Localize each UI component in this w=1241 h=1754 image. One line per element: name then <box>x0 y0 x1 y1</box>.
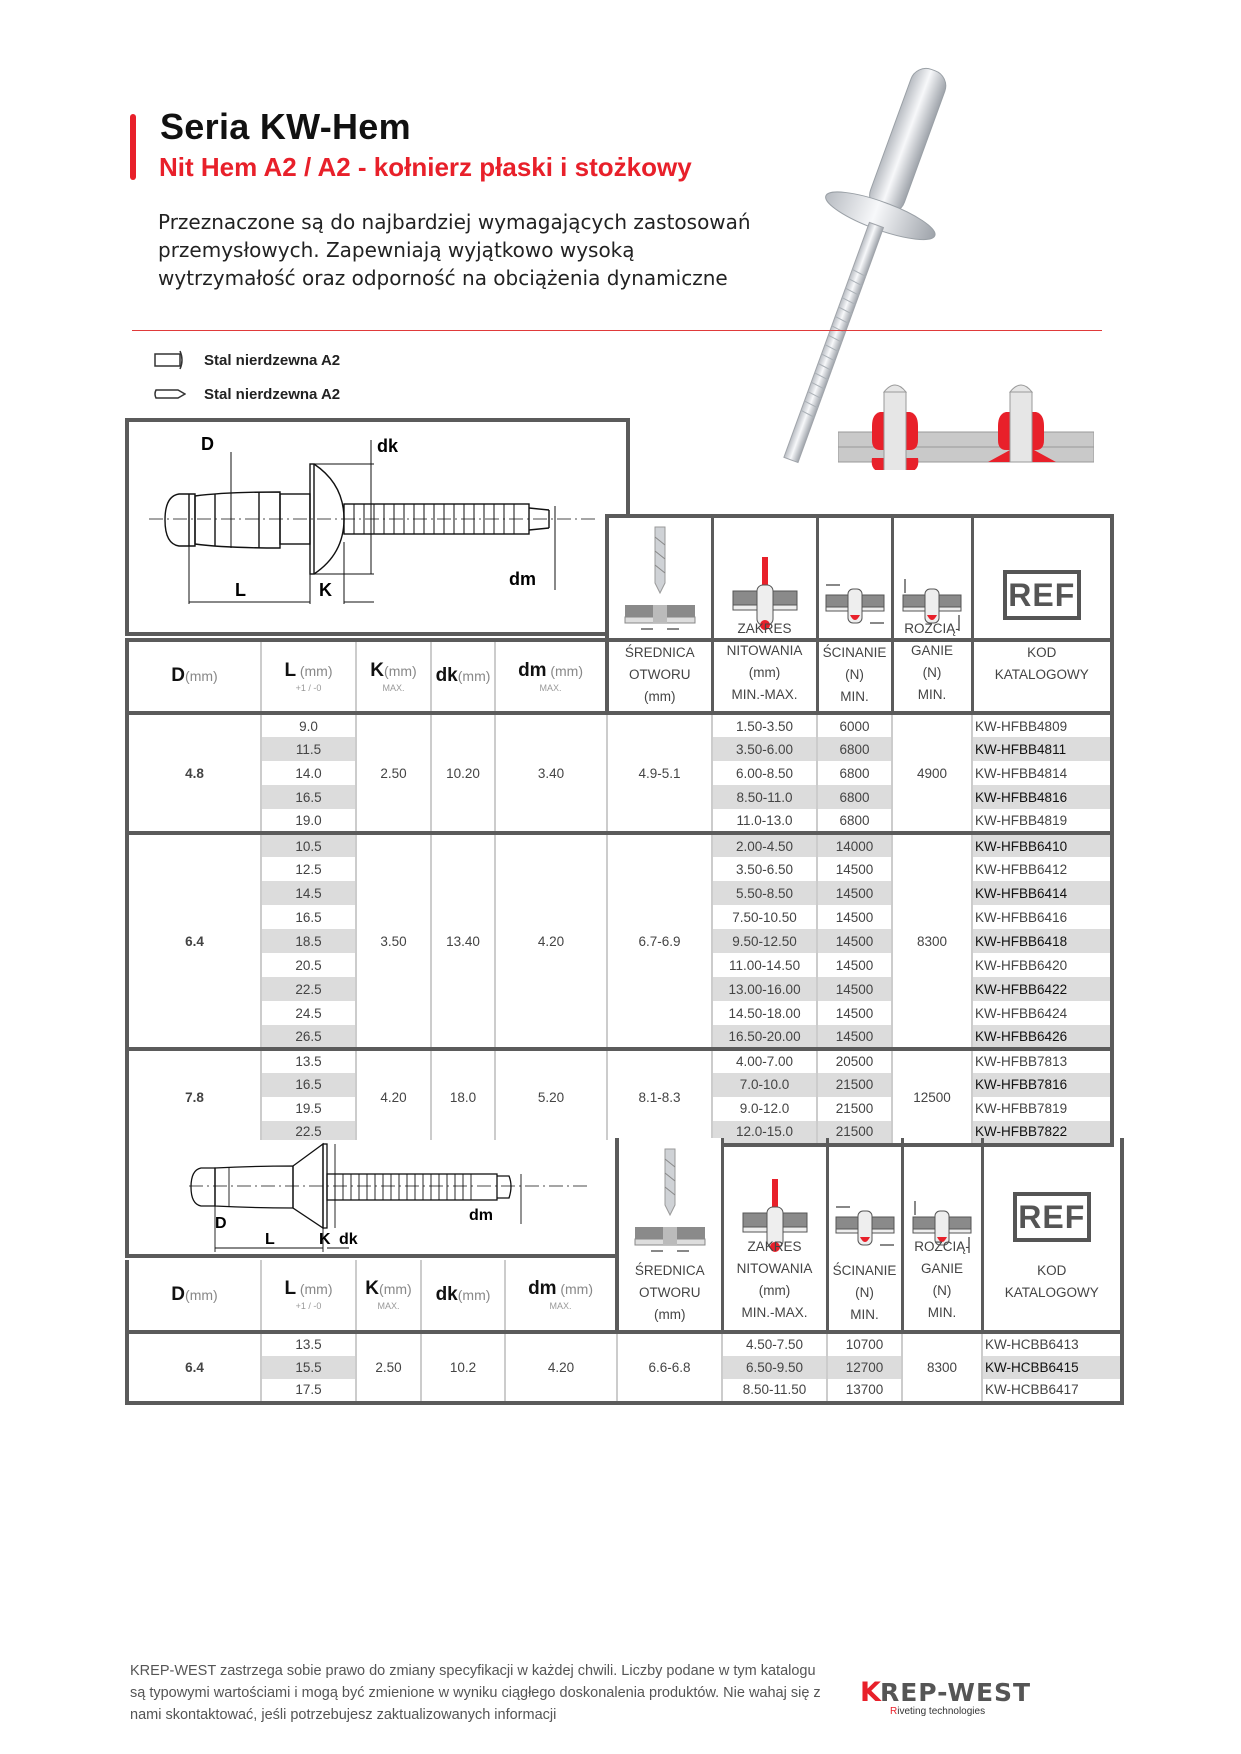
cell-dk: 10.2 <box>421 1332 505 1403</box>
cell-length: 14.0 <box>261 761 356 785</box>
page-subtitle: Nit Hem A2 / A2 - kołnierz płaski i stożkowy <box>159 152 692 182</box>
cell-grip-range: 5.50-8.50 <box>712 881 817 905</box>
cell-diameter: 4.8 <box>127 713 261 833</box>
cell-length: 16.5 <box>261 905 356 929</box>
cell-dm: 4.20 <box>505 1332 617 1403</box>
cell-grip-range: 4.00-7.00 <box>712 1049 817 1073</box>
cell-hole: 6.7-6.9 <box>607 833 712 1049</box>
col-header-D: D(mm) <box>127 640 261 713</box>
cell-catalog-code: KW-HFBB4814 <box>972 761 1112 785</box>
cell-length: 15.5 <box>261 1356 356 1380</box>
cell-dk: 13.40 <box>431 833 495 1049</box>
cell-length: 20.5 <box>261 953 356 977</box>
cell-catalog-code: KW-HFBB6414 <box>972 881 1112 905</box>
cell-shear: 14500 <box>817 857 892 881</box>
table-row <box>127 713 1112 737</box>
col-header-code: KOD KATALOGOWY <box>972 640 1112 713</box>
cell-grip-range: 7.50-10.50 <box>712 905 817 929</box>
cell-length: 19.0 <box>261 809 356 833</box>
col-header-tensile: ROZCIĄ- GANIE (N) MIN. <box>892 640 972 713</box>
cell-shear: 20500 <box>817 1049 892 1073</box>
drill-icon <box>617 525 703 635</box>
cell-catalog-code: KW-HFBB6424 <box>972 1001 1112 1025</box>
table-row <box>127 1332 1122 1356</box>
label-D: D <box>201 434 214 454</box>
hole-diameter-icon-cell <box>607 516 712 640</box>
cell-shear: 12700 <box>827 1356 902 1380</box>
col-header-L: L (mm) +1 / -0 <box>261 640 356 713</box>
cell-shear: 6800 <box>817 785 892 809</box>
cell-length: 14.5 <box>261 881 356 905</box>
material-item-mandrel <box>154 384 340 404</box>
col-header-K: K(mm) MAX. <box>356 1260 421 1332</box>
mandrel-icon <box>154 384 186 404</box>
label-dm: dm <box>469 1207 493 1224</box>
cell-shear: 6800 <box>817 809 892 833</box>
cell-shear: 21500 <box>817 1121 892 1145</box>
label-K: K <box>319 1231 331 1248</box>
product-description: Przeznaczone są do najbardziej wymagających zastosowań przemysłowych. Zapewniają wyjątkowo wysoką wytrzymałość oraz odporność na obciążenia dynamiczne <box>158 210 751 290</box>
cell-grip-range: 8.50-11.0 <box>712 785 817 809</box>
cell-grip-range: 14.50-18.00 <box>712 1001 817 1025</box>
label-L: L <box>235 580 246 600</box>
cell-length: 12.5 <box>261 857 356 881</box>
material-label: Stal nierdzewna A2 <box>204 385 341 403</box>
cell-tensile: 8300 <box>902 1332 982 1403</box>
shear-icon-cell <box>827 1138 902 1260</box>
col-header-dk: dk(mm) <box>431 640 495 713</box>
cell-grip-range: 11.0-13.0 <box>712 809 817 833</box>
cell-length: 24.5 <box>261 1001 356 1025</box>
cell-shear: 14500 <box>817 977 892 1001</box>
cell-length: 13.5 <box>261 1049 356 1073</box>
cell-catalog-code: KW-HFBB6418 <box>972 929 1112 953</box>
cell-K: 2.50 <box>356 713 431 833</box>
krep-west-logo <box>860 1677 1080 1717</box>
cell-length: 11.5 <box>261 737 356 761</box>
cell-catalog-code: KW-HFBB6416 <box>972 905 1112 929</box>
footer-disclaimer: KREP-WEST zastrzega sobie prawo do zmiany specyfikacji w każdej chwili. Liczby podane w tym katalogu są typowymi wartościami i mogą być zmienione w wyniku ciągłego doskonalenia produktów. Nie wahaj się z nami skontaktować, jeśli potrzebujesz zaktualizowanych informacji <box>130 1663 821 1723</box>
cell-catalog-code: KW-HFBB6426 <box>972 1025 1112 1049</box>
cell-dm: 4.20 <box>495 833 607 1049</box>
cell-catalog-code: KW-HFBB6410 <box>972 833 1112 857</box>
col-header-grip: ZAKRES NITOWANIA (mm) MIN.-MAX. <box>712 640 817 713</box>
spec-table-dome <box>125 514 1110 1147</box>
col-header-shear: ŚCINANIE (N) MIN. <box>827 1260 902 1332</box>
cell-catalog-code: KW-HFBB7813 <box>972 1049 1112 1073</box>
cell-dk: 18.0 <box>431 1049 495 1145</box>
cell-grip-range: 7.0-10.0 <box>712 1073 817 1097</box>
cell-shear: 14000 <box>817 833 892 857</box>
cell-grip-range: 3.50-6.50 <box>712 857 817 881</box>
cell-hole: 6.6-6.8 <box>617 1332 722 1403</box>
ref-icon-cell <box>972 516 1112 640</box>
cell-grip-range: 6.50-9.50 <box>722 1356 827 1380</box>
col-header-hole: ŚREDNICA OTWORU (mm) <box>617 1260 722 1332</box>
cell-K: 4.20 <box>356 1049 431 1145</box>
col-header-grip: ZAKRES NITOWANIA (mm) MIN.-MAX. <box>722 1260 827 1332</box>
label-dk: dk <box>377 436 399 456</box>
cell-tensile: 12500 <box>892 1049 972 1145</box>
cell-grip-range: 12.0-15.0 <box>712 1121 817 1145</box>
installed-rivet-illustration <box>838 380 1094 470</box>
cell-shear: 14500 <box>817 1001 892 1025</box>
cell-shear: 10700 <box>827 1332 902 1356</box>
cell-grip-range: 13.00-16.00 <box>712 977 817 1001</box>
section-divider <box>132 330 1102 331</box>
cell-shear: 14500 <box>817 953 892 977</box>
cell-catalog-code: KW-HCBB6417 <box>982 1379 1122 1403</box>
cell-dm: 5.20 <box>495 1049 607 1145</box>
cell-grip-range: 2.00-4.50 <box>712 833 817 857</box>
cell-length: 10.5 <box>261 833 356 857</box>
cell-catalog-code: KW-HFBB7819 <box>972 1097 1112 1121</box>
shear-icon <box>820 575 890 635</box>
label-D: D <box>215 1215 227 1232</box>
cell-shear: 14500 <box>817 929 892 953</box>
ref-icon: REF <box>1003 570 1081 620</box>
col-header-hole: ŚREDNICA OTWORU (mm) <box>607 640 712 713</box>
cell-shear: 6800 <box>817 737 892 761</box>
cell-length: 13.5 <box>261 1332 356 1356</box>
cell-length: 22.5 <box>261 1121 356 1145</box>
cell-length: 16.5 <box>261 1073 356 1097</box>
cell-grip-range: 4.50-7.50 <box>722 1332 827 1356</box>
col-header-dm: dm (mm) MAX. <box>505 1260 617 1332</box>
page-title: Seria KW-Hem <box>160 106 411 147</box>
cell-length: 9.0 <box>261 713 356 737</box>
cell-shear: 14500 <box>817 905 892 929</box>
col-header-dk: dk(mm) <box>421 1260 505 1332</box>
ref-icon: REF <box>1013 1192 1091 1242</box>
label-dk: dk <box>339 1231 358 1248</box>
cell-diameter: 6.4 <box>127 833 261 1049</box>
cell-length: 16.5 <box>261 785 356 809</box>
table-row <box>127 833 1112 857</box>
cell-shear: 14500 <box>817 1025 892 1049</box>
drill-icon <box>627 1147 713 1257</box>
col-header-dm: dm (mm) MAX. <box>495 640 607 713</box>
cell-hole: 8.1-8.3 <box>607 1049 712 1145</box>
cell-shear: 6800 <box>817 761 892 785</box>
cell-dk: 10.20 <box>431 713 495 833</box>
cell-length: 19.5 <box>261 1097 356 1121</box>
cell-catalog-code: KW-HFBB7822 <box>972 1121 1112 1145</box>
shear-icon <box>830 1197 900 1257</box>
cell-catalog-code: KW-HFBB4811 <box>972 737 1112 761</box>
cell-catalog-code: KW-HFBB4809 <box>972 713 1112 737</box>
cell-tensile: 4900 <box>892 713 972 833</box>
cell-catalog-code: KW-HFBB6422 <box>972 977 1112 1001</box>
cell-grip-range: 6.00-8.50 <box>712 761 817 785</box>
col-header-K: K(mm) MAX. <box>356 640 431 713</box>
hole-diameter-icon-cell <box>617 1138 722 1260</box>
spec-table-countersunk <box>125 1138 1110 1402</box>
material-item-body <box>154 350 340 370</box>
label-dm: dm <box>509 569 536 589</box>
cell-shear: 21500 <box>817 1097 892 1121</box>
cell-grip-range: 8.50-11.50 <box>722 1379 827 1403</box>
ref-icon-cell <box>982 1138 1122 1260</box>
title-accent-bar <box>130 114 136 180</box>
col-header-code: KOD KATALOGOWY <box>982 1260 1122 1332</box>
cell-shear: 21500 <box>817 1073 892 1097</box>
logo-tagline: Riveting technologies <box>890 1706 986 1717</box>
cell-K: 3.50 <box>356 833 431 1049</box>
cell-shear: 13700 <box>827 1379 902 1403</box>
cell-length: 18.5 <box>261 929 356 953</box>
rivet-body-icon <box>154 350 186 370</box>
cell-catalog-code: KW-HCBB6415 <box>982 1356 1122 1380</box>
cell-dm: 3.40 <box>495 713 607 833</box>
logo-k: K <box>860 1677 882 1708</box>
cell-length: 17.5 <box>261 1379 356 1403</box>
table-row <box>127 1049 1112 1073</box>
cell-grip-range: 16.50-20.00 <box>712 1025 817 1049</box>
cell-grip-range: 3.50-6.00 <box>712 737 817 761</box>
cell-tensile: 8300 <box>892 833 972 1049</box>
cell-catalog-code: KW-HFBB7816 <box>972 1073 1112 1097</box>
col-header-L: L (mm) +1 / -0 <box>261 1260 356 1332</box>
col-header-D: D(mm) <box>127 1260 261 1332</box>
cell-grip-range: 11.00-14.50 <box>712 953 817 977</box>
cell-shear: 14500 <box>817 881 892 905</box>
cell-length: 22.5 <box>261 977 356 1001</box>
cell-grip-range: 9.50-12.50 <box>712 929 817 953</box>
cell-length: 26.5 <box>261 1025 356 1049</box>
cell-catalog-code: KW-HFBB4819 <box>972 809 1112 833</box>
label-K: K <box>319 580 332 600</box>
cell-K: 2.50 <box>356 1332 421 1403</box>
shear-icon-cell <box>817 516 892 640</box>
cell-catalog-code: KW-HFBB6412 <box>972 857 1112 881</box>
material-label: Stal nierdzewna A2 <box>204 351 341 369</box>
cell-catalog-code: KW-HFBB6420 <box>972 953 1112 977</box>
label-L: L <box>265 1231 275 1248</box>
cell-grip-range: 9.0-12.0 <box>712 1097 817 1121</box>
cell-hole: 4.9-5.1 <box>607 713 712 833</box>
cell-catalog-code: KW-HFBB4816 <box>972 785 1112 809</box>
logo-text: REP-WEST <box>879 1678 1032 1707</box>
col-header-shear: ŚCINANIE (N) MIN. <box>817 640 892 713</box>
cell-grip-range: 1.50-3.50 <box>712 713 817 737</box>
col-header-tensile: ROZCIĄ- GANIE (N) MIN. <box>902 1260 982 1332</box>
cell-diameter: 7.8 <box>127 1049 261 1145</box>
cell-catalog-code: KW-HCBB6413 <box>982 1332 1122 1356</box>
cell-shear: 6000 <box>817 713 892 737</box>
cell-diameter: 6.4 <box>127 1332 261 1403</box>
